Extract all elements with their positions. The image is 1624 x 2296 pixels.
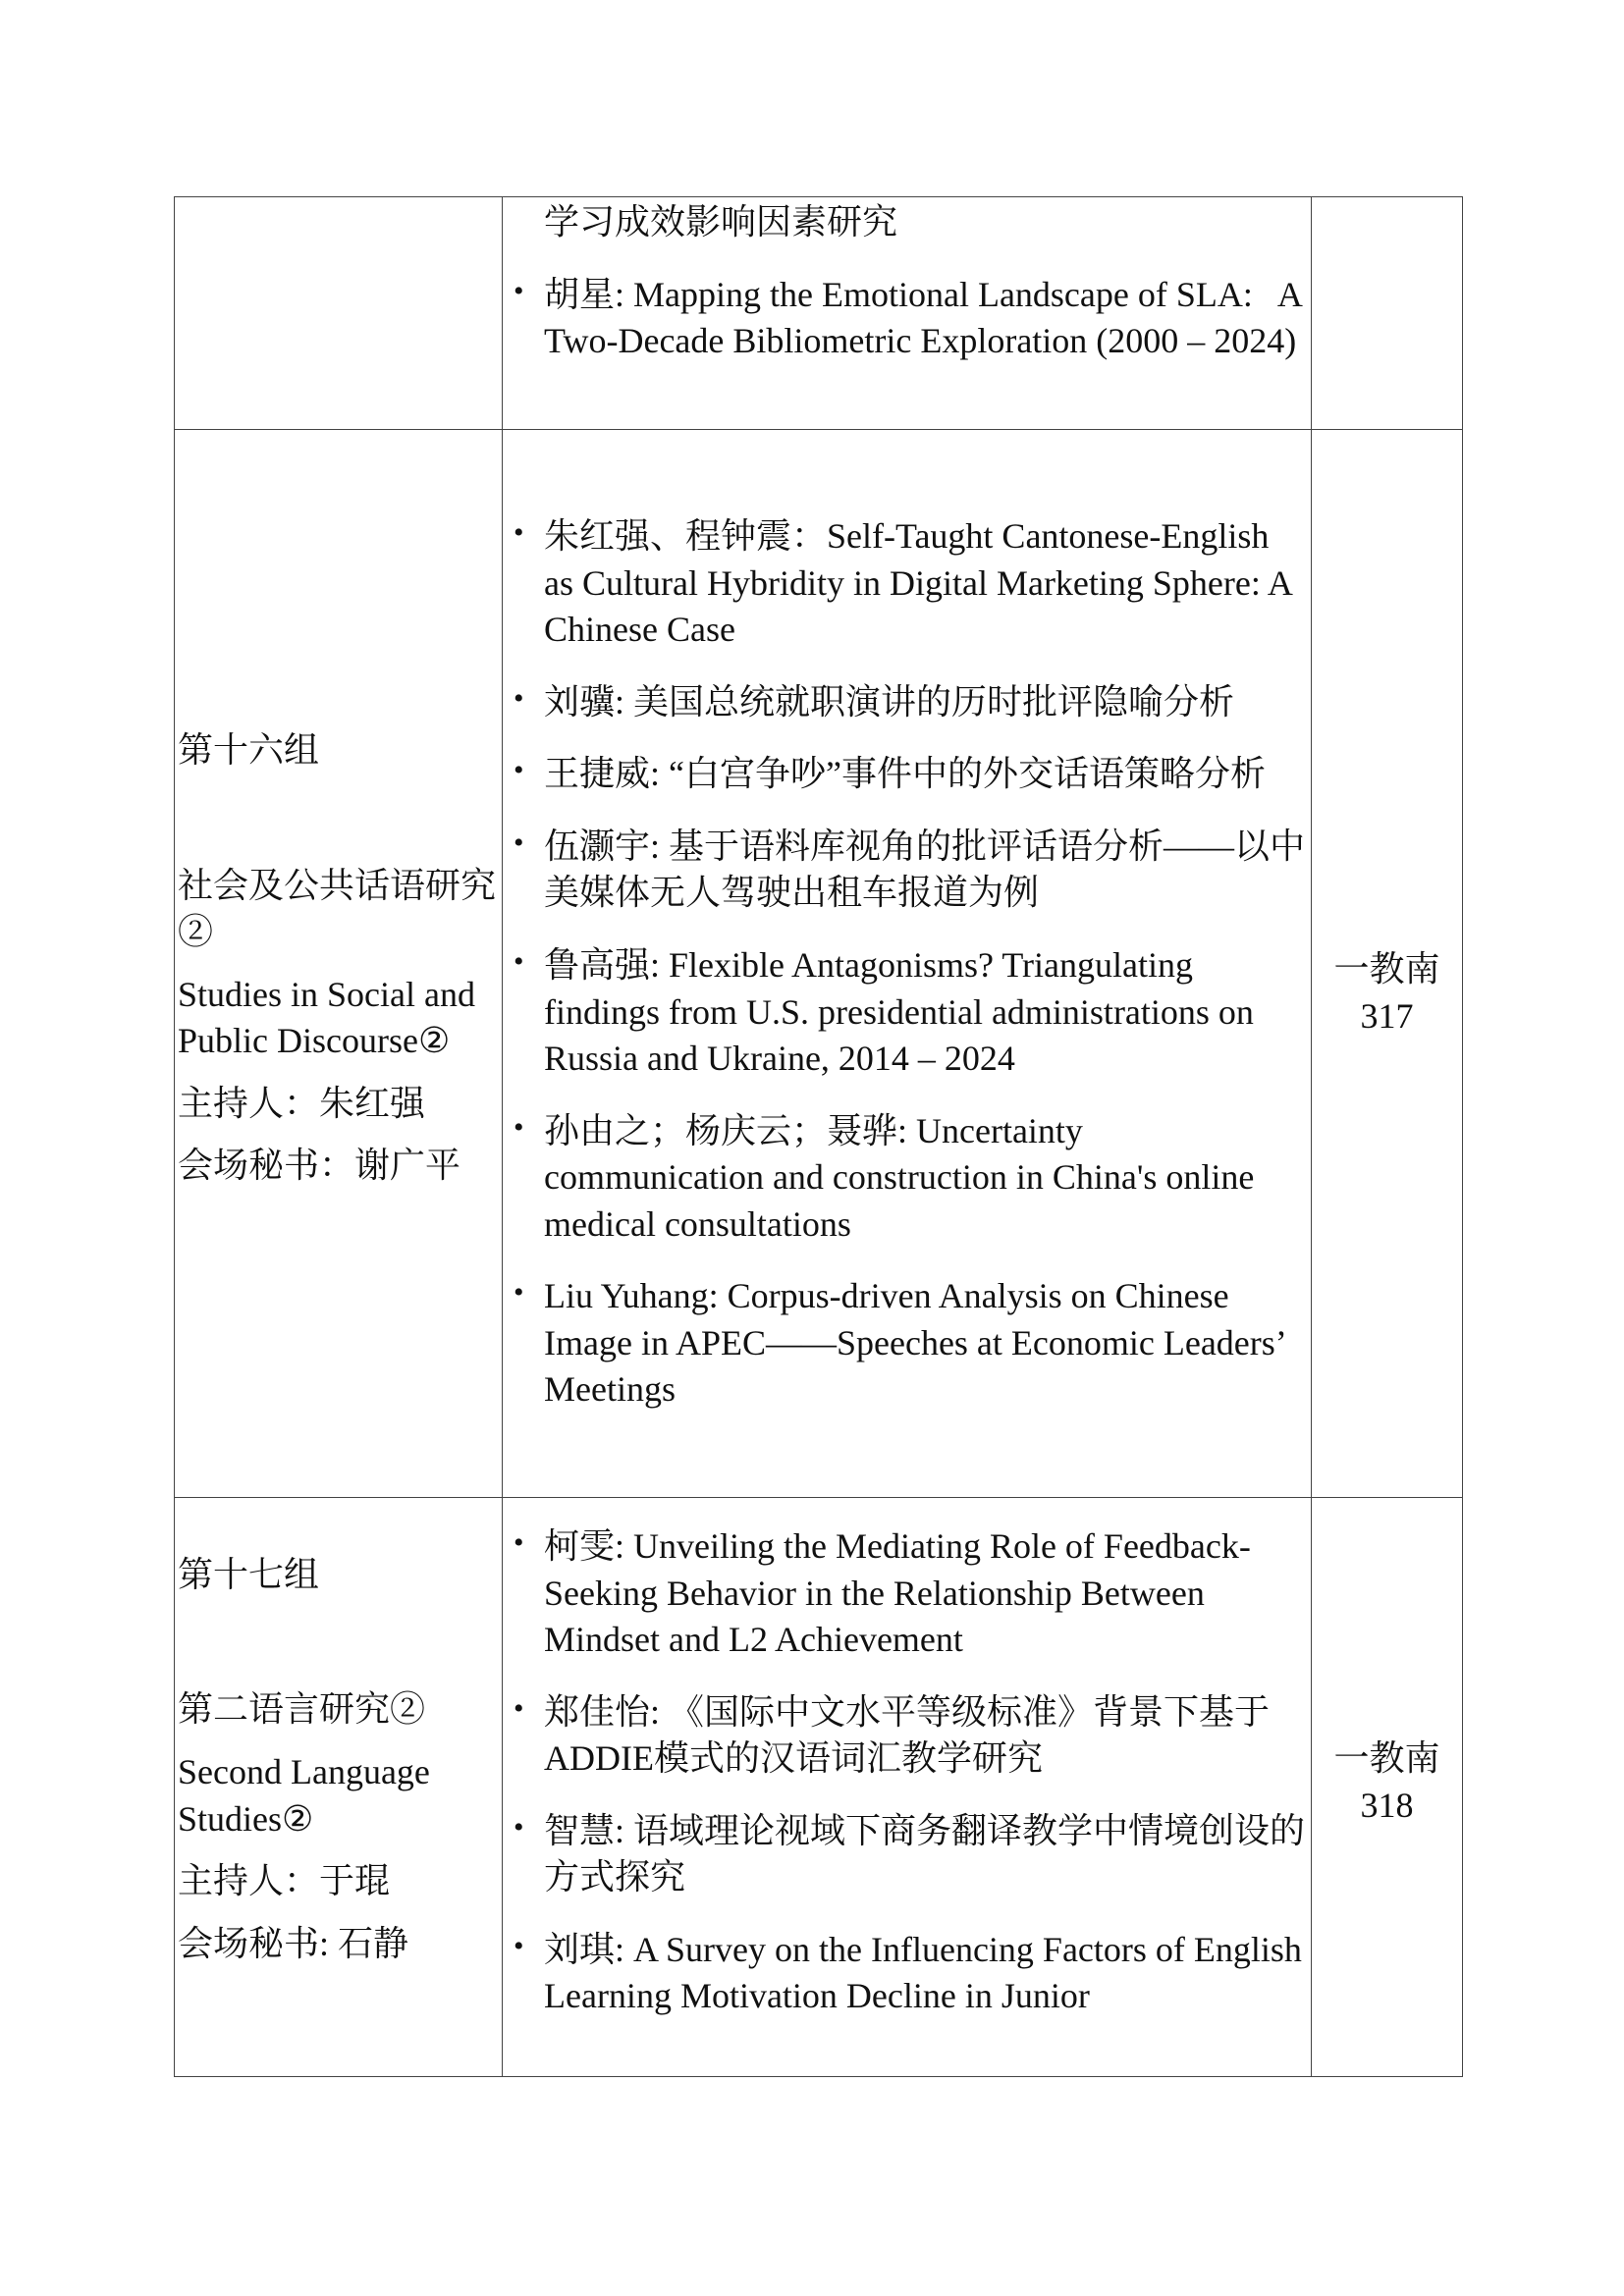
list-item: • 孙由之；杨庆云；聂骅: Uncertainty communication and construction in China's online medical consultations xyxy=(511,1108,1307,1249)
session-title-cn: 社会及公共话语研究② xyxy=(178,865,497,952)
room-cell-empty xyxy=(1312,197,1463,430)
papers-cell xyxy=(503,197,1312,430)
room-number: 317 xyxy=(1360,995,1414,1036)
list-item: • 鲁高强: Flexible Antagonisms? Triangulating findings from U.S. presidential administrations on Russia and Ukraine, 2014 – 2024 xyxy=(511,942,1307,1083)
table-row xyxy=(175,430,1463,1498)
group-number: 第十六组 xyxy=(178,730,320,771)
group-cell xyxy=(175,1498,503,2077)
list-item: • 王捷威: “白宫争吵”事件中的外交话语策略分析 xyxy=(511,751,1307,798)
list-item: • 郑佳怡: 《国际中文水平等级标准》背景下基于ADDIE模式的汉语词汇教学研究 xyxy=(511,1689,1307,1783)
session-title-en: Studies in Social and Public Discourse② xyxy=(178,974,475,1061)
session-host: 主持人：朱红强 xyxy=(178,1083,426,1123)
list-item: • 智慧: 语域理论视域下商务翻译教学中情境创设的方式探究 xyxy=(511,1808,1307,1901)
list-item: • 伍灏宇: 基于语料库视角的批评话语分析——以中美媒体无人驾驶出租车报道为例 xyxy=(511,824,1307,917)
session-title-cn: 第二语言研究② xyxy=(178,1689,426,1730)
papers-cell xyxy=(503,430,1312,1498)
session-secretary: 会场秘书：谢广平 xyxy=(178,1146,461,1186)
list-item: • 刘骥: 美国总统就职演讲的历时批评隐喻分析 xyxy=(511,679,1307,726)
room-building: 一教南 xyxy=(1333,948,1440,988)
paper-list xyxy=(511,1523,1307,2020)
schedule-table xyxy=(174,196,1463,2077)
group-number: 第十七组 xyxy=(178,1554,320,1594)
room-building: 一教南 xyxy=(1333,1737,1440,1778)
table-row xyxy=(175,197,1463,430)
session-title-en: Second Language Studies② xyxy=(178,1751,430,1839)
continuation-text: 学习成效影响因素研究 xyxy=(544,202,898,241)
table-row xyxy=(175,1498,1463,2077)
room-cell xyxy=(1312,1498,1463,2077)
papers-cell xyxy=(503,1498,1312,2077)
list-item: • Liu Yuhang: Corpus-driven Analysis on Chinese Image in APEC——Speeches at Economic Leaders’ Meetings xyxy=(511,1273,1307,1414)
paper-list xyxy=(511,513,1307,1413)
session-secretary: 会场秘书: 石静 xyxy=(178,1923,409,1963)
room-cell xyxy=(1312,430,1463,1498)
list-item: • 朱红强、程钟震：Self-Taught Cantonese-English as Cultural Hybridity in Digital Marketing Sphere: A Chinese Case xyxy=(511,513,1307,654)
group-cell-empty xyxy=(175,197,503,430)
room-number: 318 xyxy=(1360,1785,1414,1825)
paper-list xyxy=(511,272,1307,365)
list-item: • 胡星: Mapping the Emotional Landscape of SLA: A Two-Decade Bibliometric Exploration (2000 – 2024) xyxy=(511,272,1307,365)
list-item: • 刘琪: A Survey on the Influencing Factors of English Learning Motivation Decline in Junior xyxy=(511,1927,1307,2020)
list-item: • 柯雯: Unveiling the Mediating Role of Feedback-Seeking Behavior in the Relationship Between Mindset and L2 Achievement xyxy=(511,1523,1307,1664)
group-cell xyxy=(175,430,503,1498)
session-host: 主持人：于琨 xyxy=(178,1861,391,1901)
